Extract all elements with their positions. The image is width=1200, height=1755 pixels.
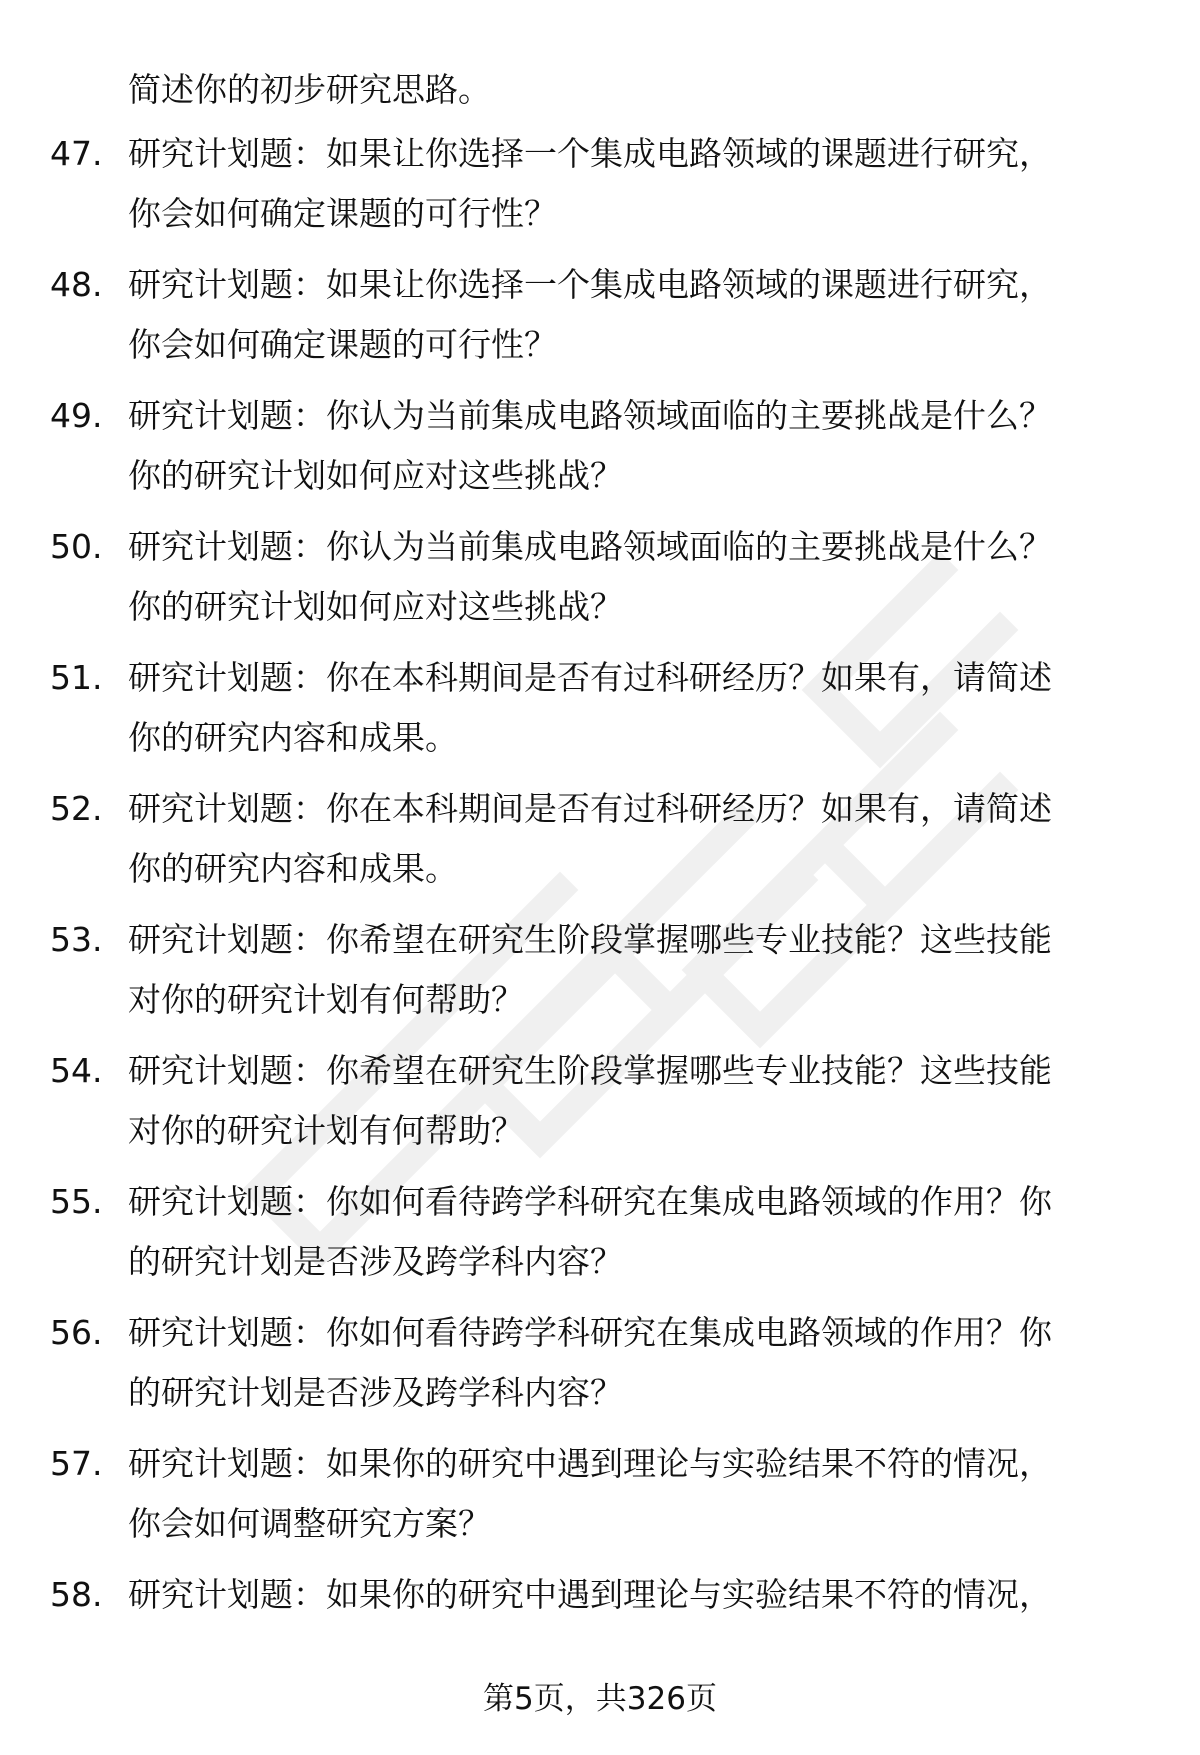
question-number: 49. [50,396,103,435]
page-footer: 第5页，共326页 [483,1681,717,1717]
question-number: 50. [50,527,103,566]
question-item [0,386,1200,517]
question-number: 55. [50,1182,103,1221]
continuation-text: 简述你的初步研究思路。 [128,70,491,109]
question-item [0,1434,1200,1565]
question-item [0,1172,1200,1303]
question-text: 研究计划题：如果你的研究中遇到理论与实验结果不符的情况， [128,1575,1052,1614]
question-item [0,910,1200,1041]
question-item [0,255,1200,386]
question-item [0,1041,1200,1172]
question-item [0,779,1200,910]
question-number: 58. [50,1575,103,1614]
question-number: 54. [50,1051,103,1090]
question-number: 51. [50,658,103,697]
question-number: 47. [50,134,103,173]
question-number: 56. [50,1313,103,1352]
question-text: 研究计划题：你如何看待跨学科研究在集成电路领域的作用？你 的研究计划是否涉及跨学科内容？ [128,1313,1052,1412]
question-item [0,648,1200,779]
question-text: 研究计划题：你在本科期间是否有过科研经历？如果有，请简述 你的研究内容和成果。 [128,658,1052,757]
question-number: 52. [50,789,103,828]
question-text: 研究计划题：你希望在研究生阶段掌握哪些专业技能？这些技能 对你的研究计划有何帮助？ [128,1051,1052,1150]
question-text: 研究计划题：如果让你选择一个集成电路领域的课题进行研究， 你会如何确定课题的可行性？ [128,134,1052,233]
question-number: 48. [50,265,103,304]
question-item [0,517,1200,648]
question-text: 研究计划题：你认为当前集成电路领域面临的主要挑战是什么？ 你的研究计划如何应对这些挑战？ [128,396,1052,495]
question-item [0,124,1200,255]
question-list [0,124,1200,1696]
question-text: 研究计划题：你在本科期间是否有过科研经历？如果有，请简述 你的研究内容和成果。 [128,789,1052,888]
question-text: 研究计划题：如果你的研究中遇到理论与实验结果不符的情况， 你会如何调整研究方案？ [128,1444,1052,1543]
question-text: 研究计划题：你如何看待跨学科研究在集成电路领域的作用？你 的研究计划是否涉及跨学科内容？ [128,1182,1052,1281]
question-text: 研究计划题：你希望在研究生阶段掌握哪些专业技能？这些技能 对你的研究计划有何帮助？ [128,920,1052,1019]
question-number: 57. [50,1444,103,1483]
question-text: 研究计划题：如果让你选择一个集成电路领域的课题进行研究， 你会如何确定课题的可行性？ [128,265,1052,364]
question-number: 53. [50,920,103,959]
question-item [0,1303,1200,1434]
question-text: 研究计划题：你认为当前集成电路领域面临的主要挑战是什么？ 你的研究计划如何应对这些挑战？ [128,527,1052,626]
